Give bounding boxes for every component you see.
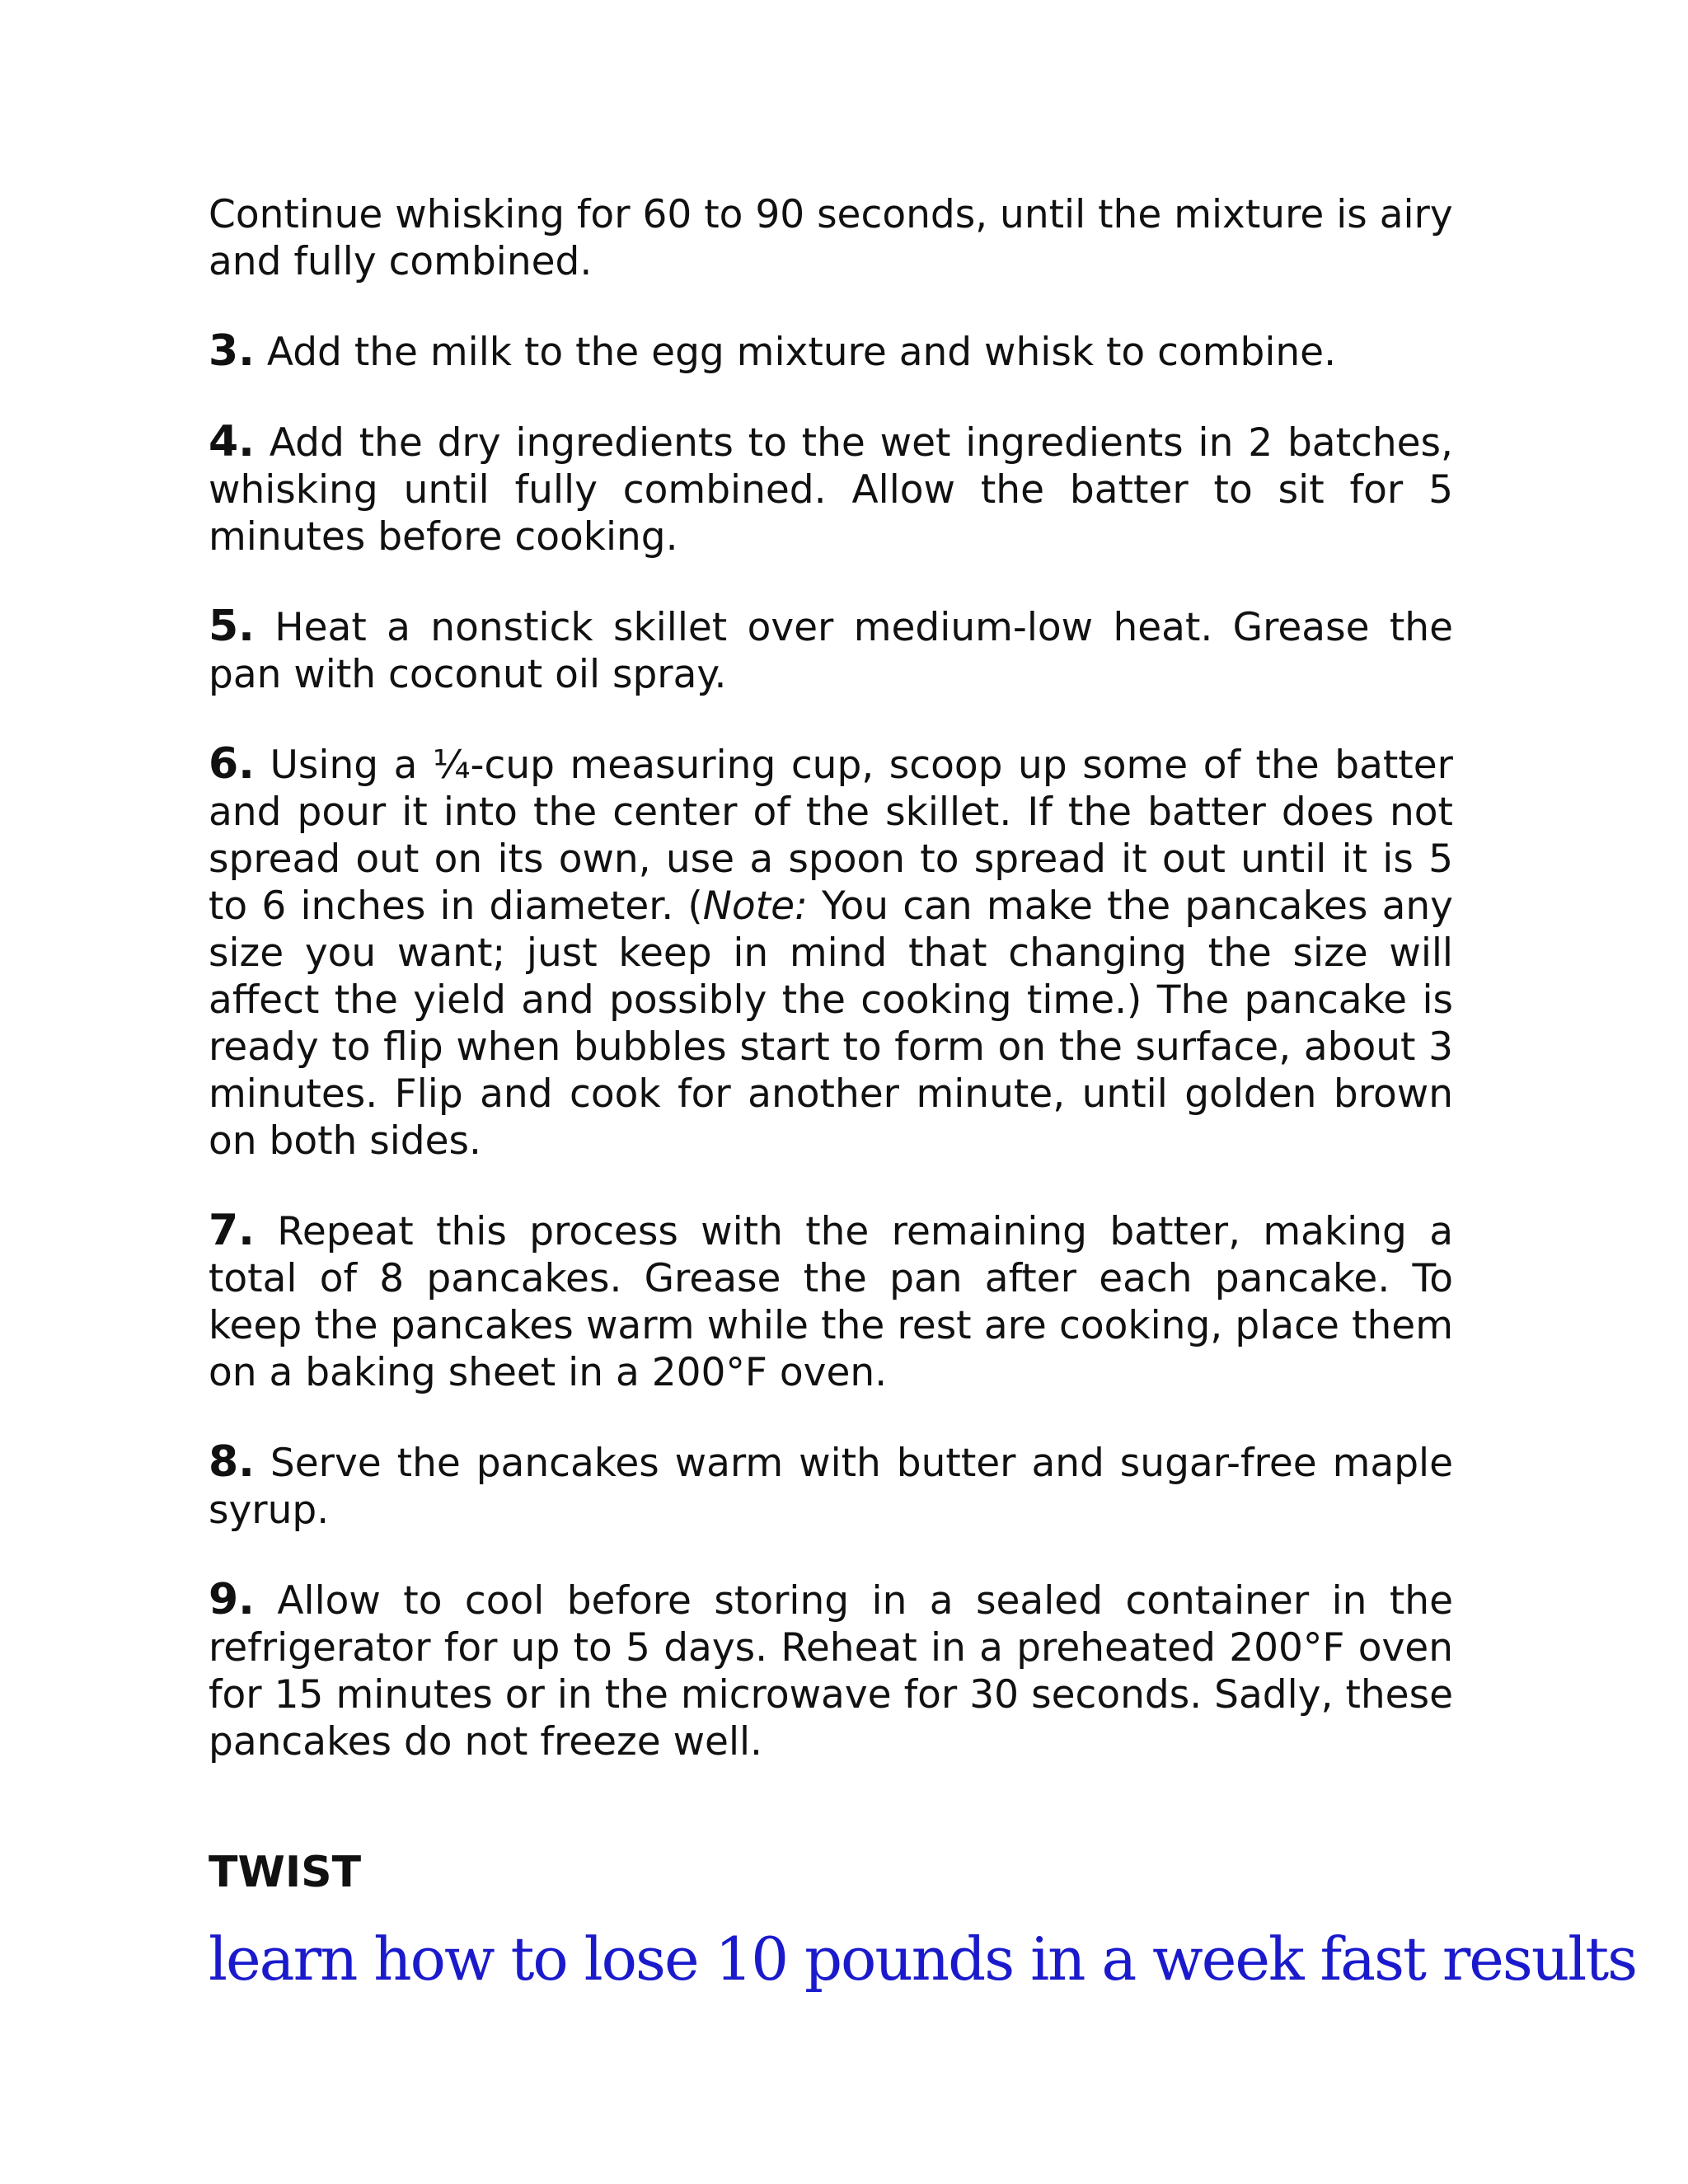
step-text-before-note: Using a ¼-cup measuring cup, scoop up some of the batter and pour it into the center of the skillet. If the batter does not spread out on its own, use a spoon to spread it out until it is 5 to 6 inches in diameter. ( bbox=[209, 743, 1453, 929]
step-7 bbox=[209, 1207, 1453, 1396]
step-text-after-note: You can make the pancakes any size you want; just keep in mind that changing the size will affect the yield and possibly the cooking time.) The pancake is ready to flip when bubbles start to form on the surface, about 3 minutes. Flip and cook for another minute, until golden brown on both sides. bbox=[209, 883, 1453, 1164]
step-8 bbox=[209, 1439, 1453, 1534]
step-6 bbox=[209, 741, 1453, 1165]
step-number: 3. bbox=[209, 326, 255, 376]
step-number: 4. bbox=[209, 417, 255, 466]
step-number: 7. bbox=[209, 1206, 255, 1255]
step-number: 6. bbox=[209, 739, 255, 789]
intro-text: Continue whisking for 60 to 90 seconds, until the mixture is airy and fully combined. bbox=[209, 192, 1453, 284]
promo-link[interactable]: learn how to lose 10 pounds in a week fast results bbox=[209, 1924, 1637, 1994]
step-text: Add the milk to the egg mixture and whisk to combine. bbox=[266, 330, 1337, 375]
step-number: 5. bbox=[209, 602, 255, 651]
note-label: Note: bbox=[702, 883, 808, 929]
step-text: Allow to cool before storing in a sealed container in the refrigerator for up to 5 days. Reheat in a preheated 200°F oven for 15 minutes or in the microwave for 30 seconds. Sadly, these pancakes do not freeze well. bbox=[209, 1578, 1453, 1765]
step-5 bbox=[209, 603, 1453, 698]
step-4 bbox=[209, 419, 1453, 560]
document-page bbox=[209, 191, 1637, 1996]
step-text: Add the dry ingredients to the wet ingredients in 2 batches, whisking until fully combined. Allow the batter to sit for 5 minutes before cooking. bbox=[209, 420, 1453, 560]
intro-paragraph bbox=[209, 191, 1453, 285]
step-number: 8. bbox=[209, 1437, 255, 1487]
step-3 bbox=[209, 328, 1453, 376]
step-text: Serve the pancakes warm with butter and sugar-free maple syrup. bbox=[209, 1441, 1453, 1533]
step-number: 9. bbox=[209, 1575, 255, 1624]
section-heading: TWIST bbox=[209, 1848, 362, 1897]
step-text: Repeat this process with the remaining batter, making a total of 8 pancakes. Grease the pan after each pancake. To keep the pancakes warm while the rest are cooking, place them on a baking sheet in a 200°F oven. bbox=[209, 1209, 1453, 1395]
step-9 bbox=[209, 1577, 1453, 1765]
step-text: Heat a nonstick skillet over medium-low heat. Grease the pan with coconut oil spray. bbox=[209, 605, 1453, 697]
